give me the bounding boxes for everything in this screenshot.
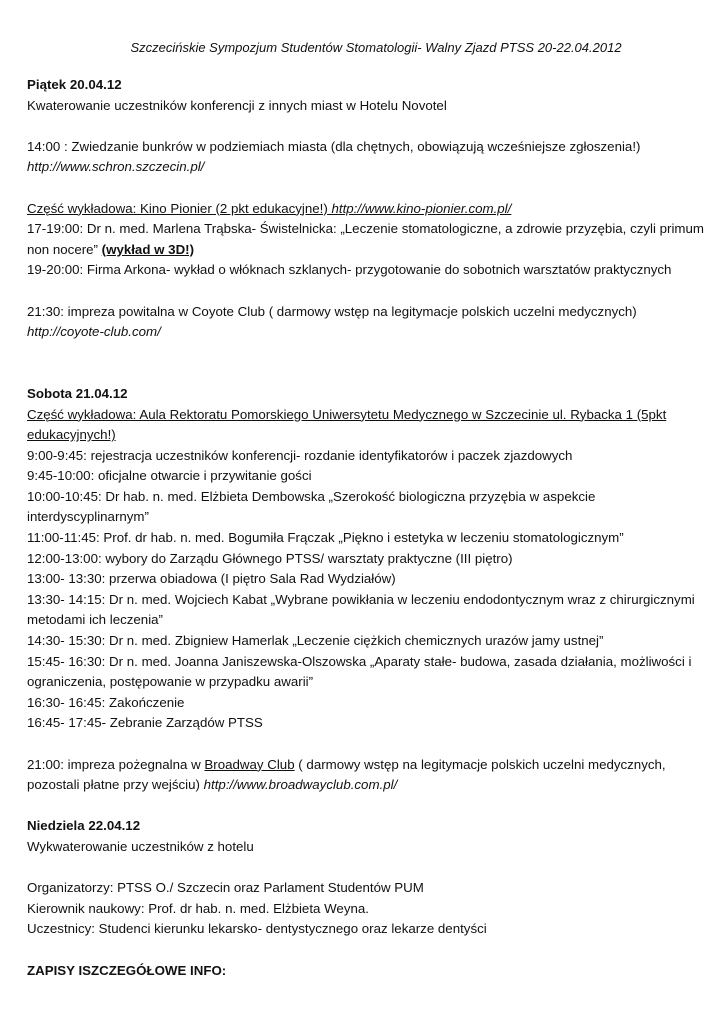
coyote-link[interactable]: http://coyote-club.com/ [27, 324, 161, 340]
bunker-tour: 14:00 : Zwiedzanie bunkrów w podziemiach miasta (dla chętnych, obowiązują wcześniejsze zgłoszenia!) [27, 138, 641, 154]
kino-pionier-link[interactable]: http://www.kino-pionier.com.pl/ [331, 200, 512, 216]
talk-trabska-end: non nocere” [27, 241, 98, 257]
lecture-3d-badge: (wykład w 3D!) [101, 241, 195, 257]
talk-trabska-line1: 17-19:00: Dr n. med. Marlena Trąbska- Świstelnicka: „Leczenie stomatologiczne, a zdrowie przyzębia, czyli primum [27, 221, 704, 237]
saturday-lecture-label-2: edukacyjnych!) [27, 427, 116, 443]
scientific-supervisor: Kierownik naukowy: Prof. dr hab. n. med. Elżbieta Weyna. [27, 900, 369, 916]
farewell-party-line2 [27, 775, 717, 796]
farewell-note: pozostali płatne przy wejściu) [27, 777, 200, 793]
list-item: 14:30- 15:30: Dr n. med. Zbigniew Hamerlak „Leczenie ciężkich chemicznych urazów jamy ustnej” [27, 633, 604, 649]
signup-heading: ZAPISY ISZCZEGÓŁOWE INFO: [27, 962, 227, 978]
talk-trabska-line2 [27, 240, 717, 261]
list-item: 13:30- 14:15: Dr n. med. Wojciech Kabat „Wybrane powikłania w leczeniu endodontycznym wraz z chirurgicznymi [27, 591, 695, 607]
list-item: 16:30- 16:45: Zakończenie [27, 694, 185, 710]
list-item: ograniczenia, postępowanie w przypadku awarii” [27, 674, 314, 690]
schron-link[interactable]: http://www.schron.szczecin.pl/ [27, 159, 205, 175]
friday-checkin: Kwaterowanie uczestników konferencji z innych miast w Hotelu Novotel [27, 97, 447, 113]
document-page [27, 40, 717, 981]
broadway-club-link[interactable]: Broadway Club [204, 756, 295, 772]
friday-heading: Piątek 20.04.12 [27, 77, 122, 92]
talk-arkona: 19-20:00: Firma Arkona- wykład o włóknach szklanych- przygotowanie do sobotnich warsztatów praktycznych [27, 262, 672, 278]
list-item: 15:45- 16:30: Dr n. med. Joanna Janiszewska-Olszowska „Aparaty stałe- budowa, zasada działania, możliwości i [27, 653, 692, 669]
saturday-lecture-label-1: Część wykładowa: Aula Rektoratu Pomorskiego Uniwersytetu Medycznego w Szczecinie ul. Rybacka 1 (5pkt [27, 406, 667, 422]
list-item: 9:00-9:45: rejestracja uczestników konferencji- rozdanie identyfikatorów i paczek zjazdowych [27, 447, 573, 463]
list-item: interdyscyplinarnym” [27, 509, 149, 525]
welcome-party: 21:30: impreza powitalna w Coyote Club ( darmowy wstęp na legitymacje polskich uczelni medycznych) [27, 303, 637, 319]
list-item: 10:00-10:45: Dr hab. n. med. Elżbieta Dembowska „Szerokość biologiczna przyzębia w aspekcie [27, 488, 596, 504]
list-item: 12:00-13:00: wybory do Zarządu Głównego PTSS/ warsztaty praktyczne (III piętro) [27, 550, 513, 566]
page-title: Szczecińskie Sympozjum Studentów Stomatologii- Walny Zjazd PTSS 20-22.04.2012 [130, 40, 622, 55]
friday-lecture-section [27, 199, 717, 220]
sunday-checkout: Wykwaterowanie uczestników z hotelu [27, 838, 254, 854]
farewell-suffix: ( darmowy wstęp na legitymacje polskich uczelni medycznych, [298, 756, 666, 772]
farewell-prefix: 21:00: impreza pożegnalna w [27, 756, 201, 772]
farewell-party-line1 [27, 755, 717, 776]
saturday-heading: Sobota 21.04.12 [27, 385, 128, 401]
broadway-url-link[interactable]: http://www.broadwayclub.com.pl/ [203, 777, 398, 793]
list-item: 9:45-10:00: oficjalne otwarcie i przywitanie gości [27, 468, 312, 484]
list-item: 11:00-11:45: Prof. dr hab. n. med. Bogumiła Frączak „Piękno i estetyka w leczeniu stomatologicznym” [27, 530, 624, 546]
organizers: Organizatorzy: PTSS O./ Szczecin oraz Parlament Studentów PUM [27, 880, 424, 896]
list-item: 16:45- 17:45- Zebranie Zarządów PTSS [27, 715, 263, 731]
friday-lecture-label: Część wykładowa: Kino Pionier (2 pkt edukacyjne!) [27, 200, 328, 216]
list-item: metodami ich leczenia” [27, 612, 163, 628]
sunday-heading: Niedziela 22.04.12 [27, 818, 141, 834]
list-item: 13:00- 13:30: przerwa obiadowa (I piętro Sala Rad Wydziałów) [27, 571, 396, 587]
participants: Uczestnicy: Studenci kierunku lekarsko- dentystycznego oraz lekarze dentyści [27, 921, 487, 937]
